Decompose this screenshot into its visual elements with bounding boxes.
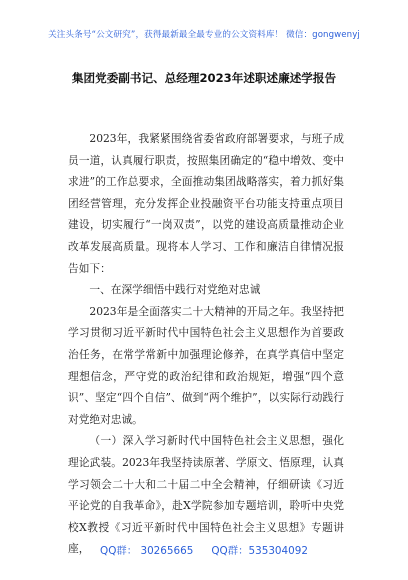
footer-qq-2: QQ群：535304092 [211,545,308,557]
footer-qq-1: QQ群： 30265665 [100,545,194,557]
footer-contact [0,542,408,557]
paragraph-3: （一）深入学习新时代中国特色社会主义思想，强化理论武装。2023年我坚持读原著、学原文、悟原理，认真学习领会二十大和二十届二中全会精神，仔细研读《习近平论党的自我革命》，赴X学院参加专题培训，聆听中央党校X教授《习近平新时代中国特色社会主义思想》专题讲座， [68,434,344,556]
paragraph-2: 2023年是全面落实二十大精神的开局之年。我坚持把学习贯彻习近平新时代中国特色社会主义思想作为首要政治任务，在常学常新中加强理论修养，在真学真信中坚定理想信念，严守党的政治纪律和政治规矩，增强“四个意识”、坚定“四个自信”、做到“两个维护”，以实际行动践行对党绝对忠诚。 [68,304,344,426]
document-body [68,128,344,560]
section-heading-1: 一、在深学细悟中践行对党绝对忠诚 [89,283,261,297]
paragraph-intro: 2023年，我紧紧围绕省委省政府部署要求，与班子成员一道，认真履行职责，按照集团确定的“稳中增效、变中求进”的工作总要求，全面推动集团战略落实，着力抓好集团经营管理，充分发挥企业投融资平台功能支持重点项目建设，切实履行“一岗双责”，以党的建设高质量推动企业改革发展高质量。现将本人学习、工作和廉洁自律情况报告如下： [68,132,344,275]
promo-banner: 关注头条号“公文研究”，获得最新最全最专业的公文资料库！ 微信：gongwenyj [48,30,360,40]
document-title: 集团党委副书记、总经理2023年述职述廉述学报告 [71,71,337,85]
